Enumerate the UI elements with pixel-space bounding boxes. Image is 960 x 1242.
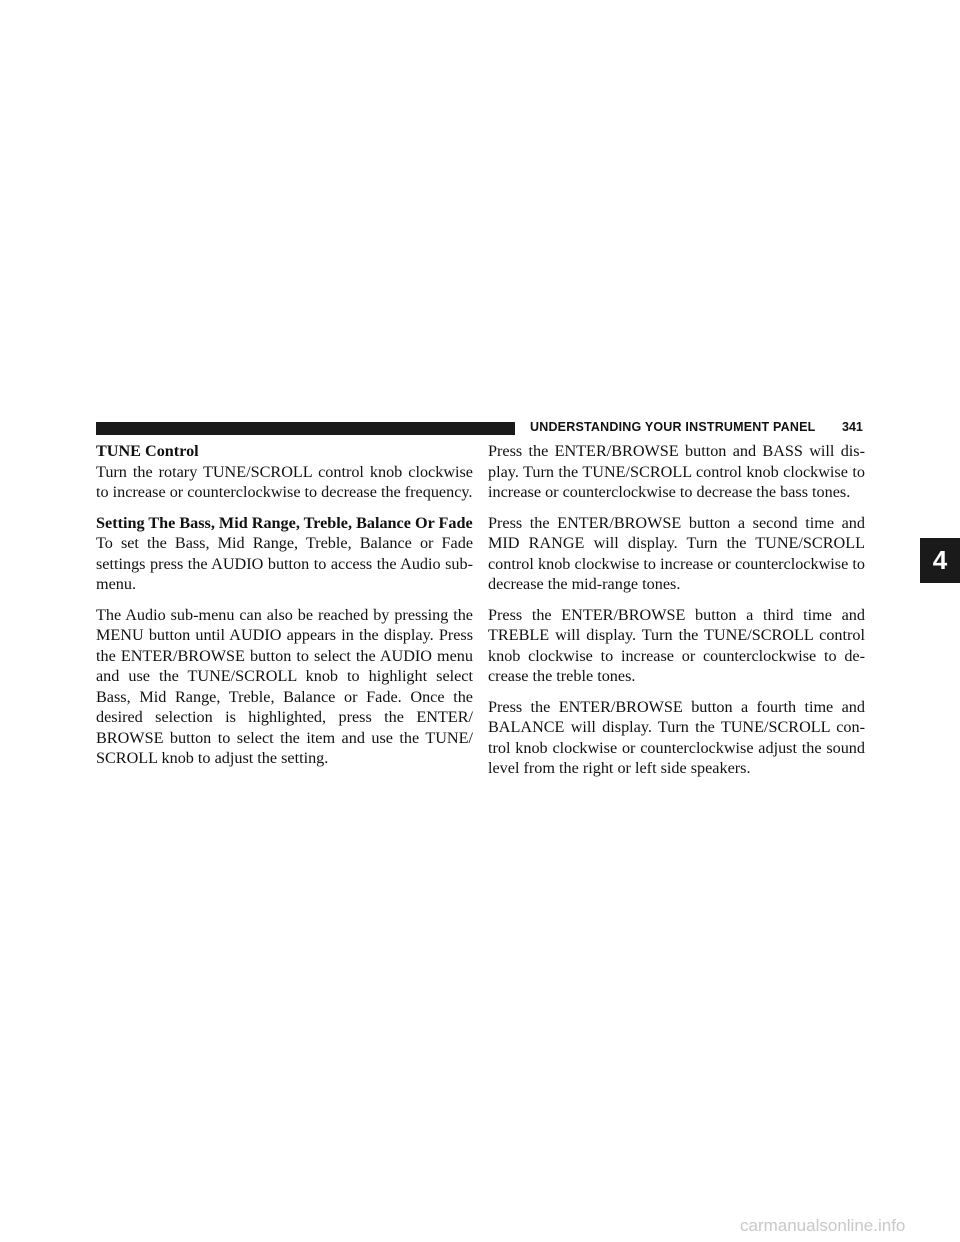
header-rule xyxy=(96,422,515,435)
right-column xyxy=(488,441,865,789)
paragraph-tune-control: Turn the rotary TUNE/SCROLL control knob clockwise to increase or counterclockwise to decrease the frequency. xyxy=(96,462,473,501)
heading-tune-control: TUNE Control xyxy=(96,442,199,460)
paragraph-treble: Press the ENTER/BROWSE button a third time and TREBLE will display. Turn the TUNE/SCROLL control knob clockwise to increase or counterclockwise to de- crease the treble tones. xyxy=(488,605,865,685)
paragraph-audio-settings: To set the Bass, Mid Range, Treble, Balance or Fade settings press the AUDIO button to access the Audio sub-menu. xyxy=(96,534,473,593)
paragraph-bass: Press the ENTER/BROWSE button and BASS will dis- play. Turn the TUNE/SCROLL control knob clockwise to increase or counterclockwise to decrease the bass tones. xyxy=(488,442,865,501)
watermark: carmanualsonline.info xyxy=(740,1216,906,1235)
paragraph-balance: Press the ENTER/BROWSE button a fourth time and BALANCE will display. Turn the TUNE/SCROLL con- trol knob clockwise or counterclockwise adjust the sound level from the right or left side speakers. xyxy=(488,697,865,777)
section-title: UNDERSTANDING YOUR INSTRUMENT PANEL xyxy=(530,420,816,434)
page-number: 341 xyxy=(842,420,863,434)
paragraph-audio-submenu: The Audio sub-menu can also be reached by pressing the MENU button until AUDIO appears in the display. Press the ENTER/BROWSE button to select the AUDIO menu and use the TUNE/SCROLL knob to highlight select Bass, Mid Range, Treble, Balance or Fade. Once the desired selection is highlighted, press the ENTER/ BROWSE button to select the item and use the TUNE/ SCROLL knob to adjust the setting. xyxy=(96,605,473,767)
paragraph-mid-range: Press the ENTER/BROWSE button a second time and MID RANGE will display. Turn the TUNE/SCROLL control knob clockwise to increase or counterclockwise to decrease the mid-range tones. xyxy=(488,513,865,593)
heading-audio-settings: Setting The Bass, Mid Range, Treble, Balance Or Fade xyxy=(96,513,473,532)
chapter-tab: 4 xyxy=(920,538,960,583)
left-column xyxy=(96,441,473,779)
